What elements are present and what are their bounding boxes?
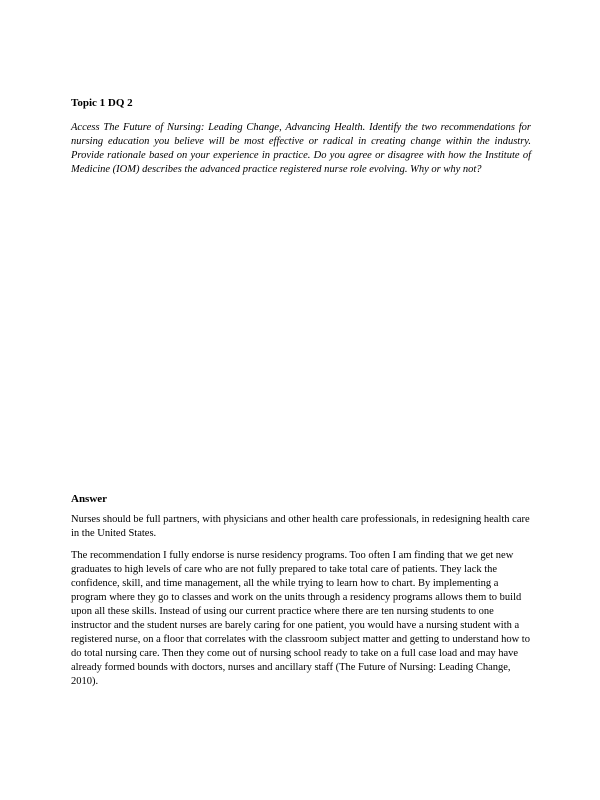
answer-paragraph: The recommendation I fully endorse is nurse residency programs. Too often I am finding that we get new graduates to high levels of care who are not fully prepared to take total care of patients. They lack the confidence, skill, and time management, all the while trying to learn how to chart. By implementing a program where they go to classes and work on the units through a residency programs allows them to build upon all these skills. Instead of using our current practice where there are ten nursing students to one instructor and the student nurses are barely caring for one patient, you would have a nursing student with a registered nurse, on a floor that correlates with the classroom subject matter and getting to understand how to do total nursing care. Then they come out of nursing school ready to take on a full case load and may have already formed bounds with doctors, nurses and ancillary staff (The Future of Nursing: Leading Change, 2010). xyxy=(71,550,530,687)
answer-body xyxy=(71,513,533,697)
topic-title: Topic 1 DQ 2 xyxy=(71,97,133,109)
answer-heading: Answer xyxy=(71,493,108,505)
answer-paragraph: Nurses should be full partners, with physicians and other health care professionals, in redesigning health care in the United States. xyxy=(71,514,530,539)
discussion-prompt: Access The Future of Nursing: Leading Change, Advancing Health. Identify the two recommendations for nursing education you believe will be most effective or radical in creating change within the industry. Provide rationale based on your experience in practice. Do you agree or disagree with how the Institute of Medicine (IOM) describes the advanced practice registered nurse role evolving. Why or why not? xyxy=(71,122,531,175)
